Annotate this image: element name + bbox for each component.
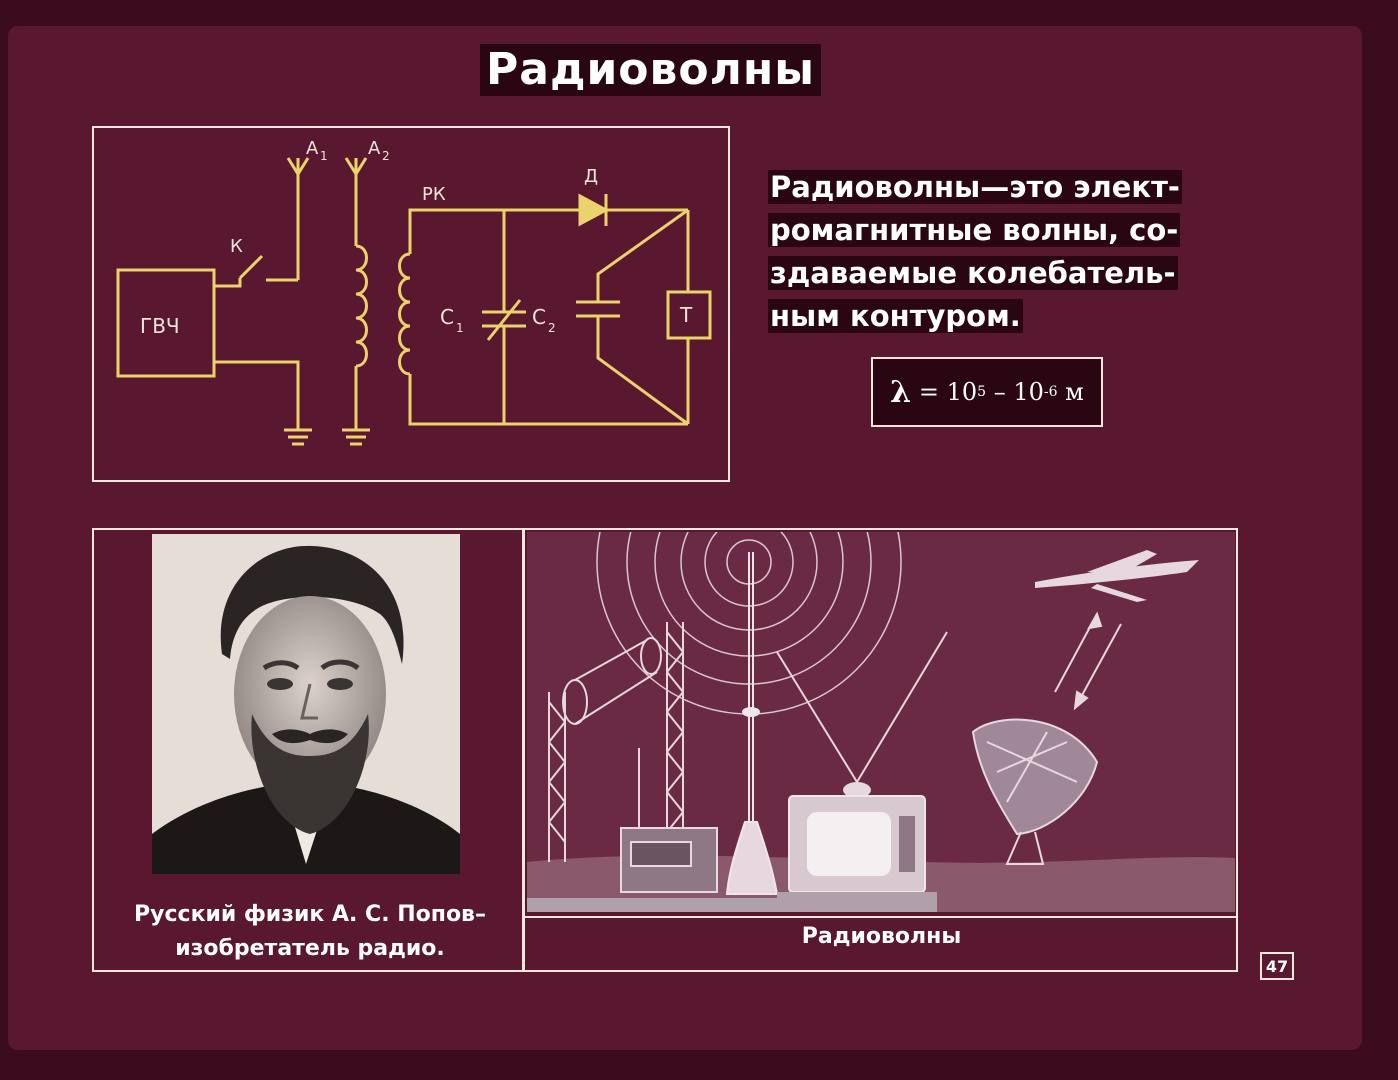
- relay-masts: [549, 622, 683, 862]
- definition-line: ромагнитные волны, со-: [770, 213, 1179, 247]
- antenna2-label: А: [368, 138, 381, 159]
- capacitor2-label: С: [532, 305, 546, 329]
- formula-base2: 10: [1013, 378, 1044, 406]
- phone-label: Т: [680, 303, 693, 327]
- diode-label: Д: [584, 166, 599, 187]
- page-title: Радиоволны: [480, 44, 821, 96]
- formula-base1: 10: [946, 378, 978, 406]
- popov-caption-line1: Русский физик А. С. Попов–: [134, 902, 486, 927]
- wavelength-formula: [871, 357, 1103, 427]
- generator-bottom-wire: [214, 362, 298, 430]
- antenna1-label: А: [306, 138, 319, 159]
- tv-set: [777, 632, 947, 904]
- primary-coil: [356, 246, 367, 366]
- scene-caption-divider: [525, 916, 1238, 918]
- capacitor2-subscript: 2: [548, 321, 556, 335]
- radio-receiver: [621, 748, 717, 892]
- generator-label: ГВЧ: [140, 314, 180, 338]
- formula-dash: –: [993, 378, 1006, 406]
- definition-line: ным контуром.: [770, 299, 1021, 333]
- bottom-panel-divider: [522, 528, 525, 972]
- lambda-symbol: λ: [890, 374, 912, 410]
- formula-unit: м: [1065, 378, 1084, 406]
- popov-portrait: [152, 534, 460, 874]
- key-label: К: [230, 236, 243, 257]
- key-switch: [240, 256, 262, 278]
- radio-waves-scene: [527, 532, 1235, 912]
- capacitor1-subscript: 1: [456, 321, 464, 335]
- scene-caption: Радиоволны: [801, 924, 962, 949]
- secondary-coil: [400, 254, 411, 374]
- definition-line: Радиоволны—это элект-: [770, 170, 1180, 204]
- page-number: 47: [1260, 952, 1294, 980]
- signal-arrows: [1055, 614, 1121, 708]
- circuit-label: РК: [422, 184, 446, 205]
- formula-equals: =: [918, 378, 939, 406]
- definition-line: здаваемые колебатель-: [770, 256, 1176, 290]
- circuit-diagram-frame: [92, 126, 730, 482]
- formula-exp1: 5: [977, 384, 987, 400]
- antenna1-subscript: 1: [320, 149, 328, 163]
- circuit-diagram: [94, 128, 732, 484]
- diode: [580, 196, 606, 224]
- formula-exp2: -6: [1043, 384, 1058, 400]
- popov-caption-line2: изобретатель радио.: [175, 936, 445, 961]
- definition-text: [768, 166, 1238, 338]
- antenna2-subscript: 2: [382, 149, 390, 163]
- radar-dish: [973, 720, 1097, 864]
- generator-top-wire: [214, 278, 240, 286]
- airplane: [1035, 550, 1199, 602]
- popov-caption: [100, 898, 520, 966]
- capacitor1-label: С: [440, 305, 454, 329]
